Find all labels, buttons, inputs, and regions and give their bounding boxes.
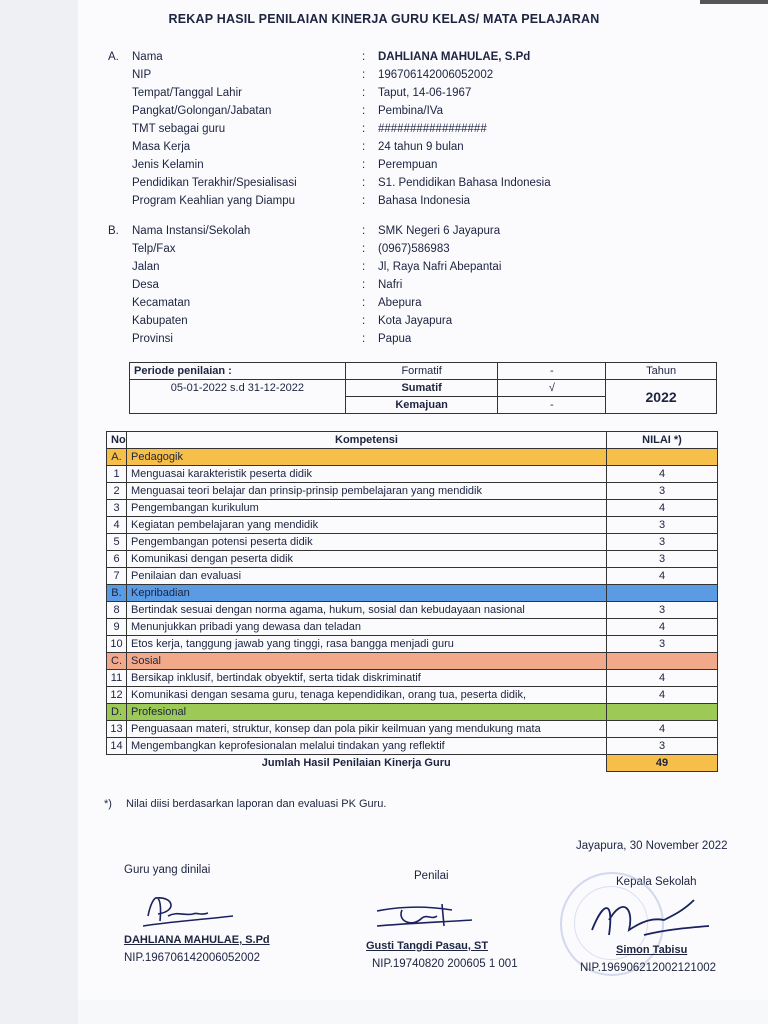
item-score: 3 — [607, 602, 718, 619]
label-nama: Nama — [132, 51, 163, 63]
colon: : — [362, 333, 366, 345]
table-row — [107, 619, 718, 636]
item-no: 7 — [107, 568, 127, 585]
table-row — [107, 670, 718, 687]
signature-penilai — [372, 896, 482, 942]
item-no: 6 — [107, 551, 127, 568]
category-name: Profesional — [127, 704, 607, 721]
item-name: Bersikap inklusif, bertindak obyektif, serta tidak diskriminatif — [127, 670, 607, 687]
item-no: 2 — [107, 483, 127, 500]
value-nip: 196706142006052002 — [378, 69, 494, 81]
item-name: Penilaian dan evaluasi — [127, 568, 607, 585]
nip-kepala: NIP.196906212002121002 — [580, 962, 717, 974]
table-row — [107, 466, 718, 483]
mark-formatif: - — [498, 363, 606, 380]
table-row — [107, 500, 718, 517]
value-pendidikan: S1. Pendidikan Bahasa Indonesia — [378, 177, 551, 189]
item-no: 10 — [107, 636, 127, 653]
item-no: 1 — [107, 466, 127, 483]
item-name: Menunjukkan pribadi yang dewasa dan teladan — [127, 619, 607, 636]
table-row — [107, 602, 718, 619]
category-code: C. — [107, 653, 127, 670]
section-b-marker: B. — [108, 225, 119, 237]
colon: : — [362, 69, 366, 81]
value-telp: (0967)586983 — [378, 243, 450, 255]
colon: : — [362, 297, 366, 309]
item-no: 8 — [107, 602, 127, 619]
label-ttl: Tempat/Tanggal Lahir — [132, 87, 242, 99]
item-score: 4 — [607, 670, 718, 687]
item-name: Pengembangan kurikulum — [127, 500, 607, 517]
item-name: Komunikasi dengan peserta didik — [127, 551, 607, 568]
item-score: 4 — [607, 500, 718, 517]
item-name: Komunikasi dengan sesama guru, tenaga kependidikan, orang tua, peserta didik, — [127, 687, 607, 704]
value-masa-kerja: 24 tahun 9 bulan — [378, 141, 464, 153]
label-kecamatan: Kecamatan — [132, 297, 191, 309]
colon: : — [362, 123, 366, 135]
item-no: 4 — [107, 517, 127, 534]
value-ttl: Taput, 14-06-1967 — [378, 87, 472, 99]
label-desa: Desa — [132, 279, 159, 291]
label-telp: Telp/Fax — [132, 243, 176, 255]
table-row — [107, 534, 718, 551]
category-name: Kepribadian — [127, 585, 607, 602]
colon: : — [362, 51, 366, 63]
type-kemajuan: Kemajuan — [345, 397, 498, 414]
value-jalan: Jl, Raya Nafri Abepantai — [378, 261, 502, 273]
item-no: 14 — [107, 738, 127, 755]
type-formatif: Formatif — [345, 363, 498, 380]
document-title: REKAP HASIL PENILAIAN KINERJA GURU KELAS/ MATA PELAJARAN — [168, 12, 600, 26]
colon: : — [362, 261, 366, 273]
item-score: 4 — [607, 466, 718, 483]
item-name: Etos kerja, tanggung jawab yang tinggi, rasa bangga menjadi guru — [127, 636, 607, 653]
table-row — [107, 551, 718, 568]
category-row-kepribadian — [107, 585, 718, 602]
category-name: Pedagogik — [127, 449, 607, 466]
footnote-marker: *) — [104, 798, 112, 810]
item-score: 3 — [607, 636, 718, 653]
value-provinsi: Papua — [378, 333, 412, 345]
item-name: Mengembangkan keprofesionalan melalui tindakan yang reflektif — [127, 738, 607, 755]
item-name: Pengembangan potensi peserta didik — [127, 534, 607, 551]
item-score: 4 — [607, 619, 718, 636]
colon: : — [362, 195, 366, 207]
category-code: D. — [107, 704, 127, 721]
label-provinsi: Provinsi — [132, 333, 173, 345]
category-code: A. — [107, 449, 127, 466]
label-program: Program Keahlian yang Diampu — [132, 195, 296, 207]
category-row-sosial — [107, 653, 718, 670]
item-score: 4 — [607, 721, 718, 738]
colon: : — [362, 159, 366, 171]
category-row-profesional — [107, 704, 718, 721]
table-row — [107, 721, 718, 738]
label-kabupaten: Kabupaten — [132, 315, 188, 327]
signature-guru — [138, 886, 238, 936]
item-score: 3 — [607, 551, 718, 568]
value-tmt: ################# — [378, 123, 487, 135]
item-no: 13 — [107, 721, 127, 738]
item-score: 3 — [607, 738, 718, 755]
colon: : — [362, 225, 366, 237]
label-pendidikan: Pendidikan Terakhir/Spesialisasi — [132, 177, 297, 189]
table-row — [107, 738, 718, 755]
period-table — [129, 362, 717, 414]
table-row — [107, 568, 718, 585]
total-label: Jumlah Hasil Penilaian Kinerja Guru — [107, 755, 607, 772]
type-sumatif: Sumatif — [345, 380, 498, 397]
label-jalan: Jalan — [132, 261, 160, 273]
total-row — [107, 755, 718, 772]
value-instansi: SMK Negeri 6 Jayapura — [378, 225, 501, 237]
year-label: Tahun — [606, 363, 717, 380]
label-pangkat: Pangkat/Golongan/Jabatan — [132, 105, 272, 117]
section-a-marker: A. — [108, 51, 119, 63]
period-range: 05-01-2022 s.d 31-12-2022 — [130, 380, 346, 414]
role-kepala: Kepala Sekolah — [616, 876, 697, 888]
colon: : — [362, 141, 366, 153]
value-desa: Nafri — [378, 279, 403, 291]
name-penilai: Gusti Tangdi Pasau, ST — [366, 940, 489, 952]
item-no: 11 — [107, 670, 127, 687]
table-row — [107, 517, 718, 534]
item-name: Penguasaan materi, struktur, konsep dan pola pikir keilmuan yang mendukung mata — [127, 721, 607, 738]
colon: : — [362, 279, 366, 291]
label-jenis-kelamin: Jenis Kelamin — [132, 159, 204, 171]
table-row — [107, 636, 718, 653]
footnote-text: Nilai diisi berdasarkan laporan dan evaluasi PK Guru. — [126, 798, 387, 810]
header-no: No — [107, 432, 127, 449]
total-value: 49 — [607, 755, 718, 772]
place-date: Jayapura, 30 November 2022 — [576, 840, 728, 852]
competency-table — [106, 431, 718, 772]
period-label: Periode penilaian : — [130, 363, 346, 380]
colon: : — [362, 315, 366, 327]
label-tmt: TMT sebagai guru — [132, 123, 226, 135]
item-score: 4 — [607, 687, 718, 704]
item-score: 3 — [607, 517, 718, 534]
value-program: Bahasa Indonesia — [378, 195, 471, 207]
category-code: B. — [107, 585, 127, 602]
role-penilai: Penilai — [414, 870, 449, 882]
period-year: 2022 — [606, 380, 717, 414]
value-pangkat: Pembina/IVa — [378, 105, 443, 117]
item-score: 4 — [607, 568, 718, 585]
mark-kemajuan: - — [498, 397, 606, 414]
value-nama: DAHLIANA MAHULAE, S.Pd — [378, 51, 531, 63]
role-guru: Guru yang dinilai — [124, 864, 211, 876]
item-score: 3 — [607, 483, 718, 500]
colon: : — [362, 105, 366, 117]
colon: : — [362, 87, 366, 99]
colon: : — [362, 243, 366, 255]
signature-kepala — [584, 890, 714, 946]
item-no: 5 — [107, 534, 127, 551]
label-instansi: Nama Instansi/Sekolah — [132, 225, 251, 237]
item-name: Menguasai teori belajar dan prinsip-prinsip pembelajaran yang mendidik — [127, 483, 607, 500]
label-nip: NIP — [132, 69, 152, 81]
item-score: 3 — [607, 534, 718, 551]
item-no: 9 — [107, 619, 127, 636]
category-name: Sosial — [127, 653, 607, 670]
name-guru: DAHLIANA MAHULAE, S.Pd — [124, 934, 270, 946]
table-row — [107, 687, 718, 704]
header-nilai: NILAI *) — [607, 432, 718, 449]
header-kompetensi: Kompetensi — [127, 432, 607, 449]
table-row — [107, 483, 718, 500]
top-edge-bar — [700, 0, 768, 4]
colon: : — [362, 177, 366, 189]
category-row-pedagogik — [107, 449, 718, 466]
item-no: 3 — [107, 500, 127, 517]
item-no: 12 — [107, 687, 127, 704]
value-jenis-kelamin: Perempuan — [378, 159, 438, 171]
value-kecamatan: Abepura — [378, 297, 422, 309]
item-name: Kegiatan pembelajaran yang mendidik — [127, 517, 607, 534]
value-kabupaten: Kota Jayapura — [378, 315, 453, 327]
item-name: Bertindak sesuai dengan norma agama, hukum, sosial dan kebudayaan nasional — [127, 602, 607, 619]
page-margin — [0, 0, 78, 1024]
name-kepala: Simon Tabisu — [616, 944, 688, 956]
nip-penilai: NIP.19740820 200605 1 001 — [372, 958, 518, 970]
nip-guru: NIP.196706142006052002 — [124, 952, 261, 964]
mark-sumatif: √ — [498, 380, 606, 397]
item-name: Menguasai karakteristik peserta didik — [127, 466, 607, 483]
label-masa-kerja: Masa Kerja — [132, 141, 191, 153]
